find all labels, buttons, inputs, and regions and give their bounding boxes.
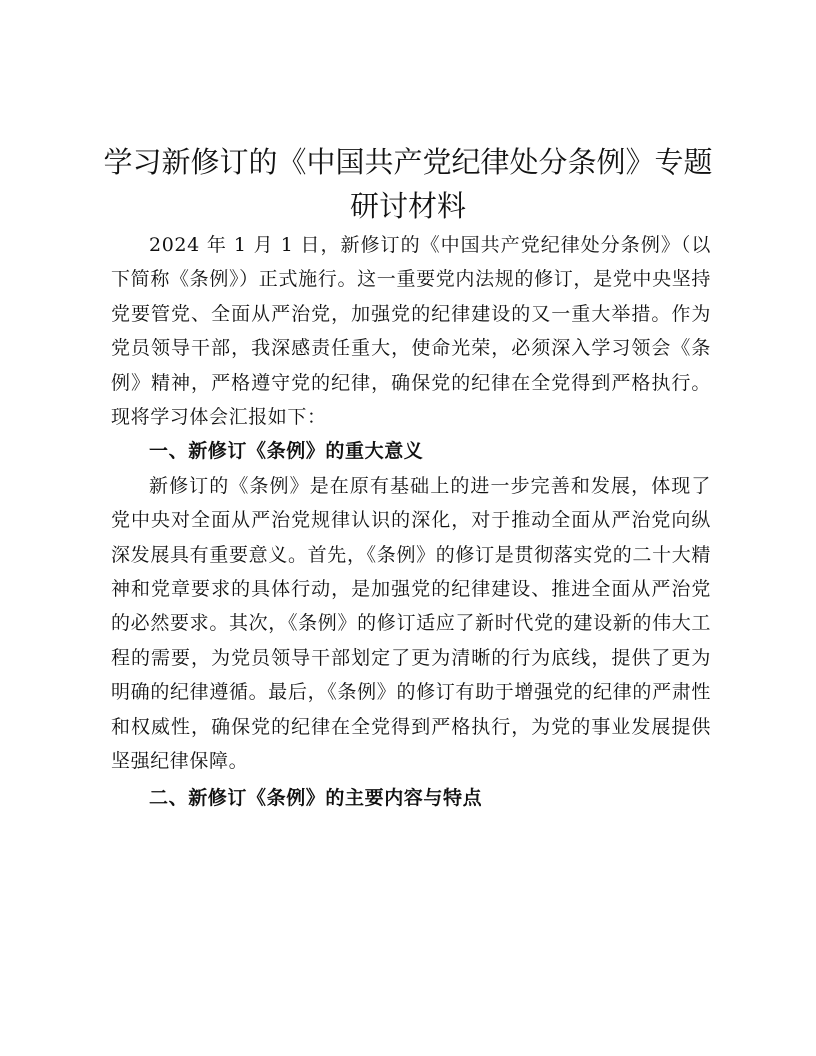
document-body: [111, 228, 711, 815]
section-1-paragraph: 新修订的《条例》是在原有基础上的进一步完善和发展，体现了党中央对全面从严治党规律认识的深化，对于推动全面从严治党向纵深发展具有重要意义。首先，《条例》的修订是贯彻落实党的二十大精神和党章要求的具体行动，是加强党的纪律建设、推进全面从严治党的必然要求。其次，《条例》的修订适应了新时代党的建设新的伟大工程的需要，为党员领导干部划定了更为清晰的行为底线，提供了更为明确的纪律遵循。最后，《条例》的修订有助于增强党的纪律的严肃性和权威性，确保党的纪律在全党得到严格执行，为党的事业发展提供坚强纪律保障。: [111, 474, 711, 773]
document-title: 学习新修订的《中国共产党纪律处分条例》专题研讨材料: [103, 145, 713, 223]
section-heading-2: 二、新修订《条例》的主要内容与特点: [149, 786, 483, 809]
section-heading-1: 一、新修订《条例》的重大意义: [149, 440, 424, 463]
intro-paragraph: 2024 年 1 月 1 日，新修订的《中国共产党纪律处分条例》（以下简称《条例》）正式施行。这一重要党内法规的修订，是党中央坚持党要管党、全面从严治党，加强党的纪律建设的又一重大举措。作为党员领导干部，我深感责任重大，使命光荣，必须深入学习领会《条例》精神，严格遵守党的纪律，确保党的纪律在全党得到严格执行。现将学习体会汇报如下：: [111, 234, 711, 429]
